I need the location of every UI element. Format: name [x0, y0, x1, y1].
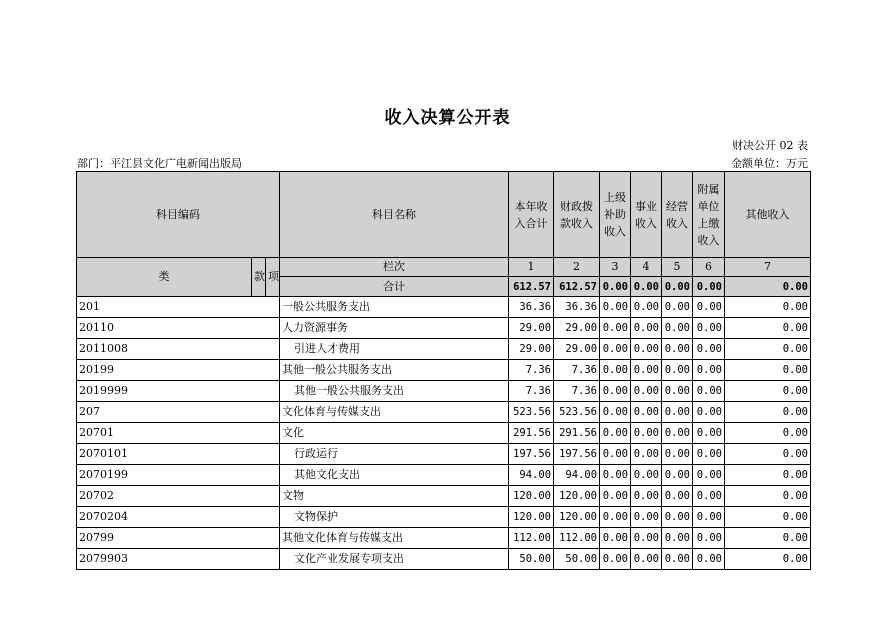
row-value: 0.00: [725, 549, 811, 570]
item-label: 项: [266, 258, 280, 297]
row-code: 2070199: [77, 465, 280, 486]
row-value: 0.00: [631, 528, 662, 549]
row-value: 0.00: [693, 423, 725, 444]
row-code: 2079903: [77, 549, 280, 570]
table-row: [77, 444, 811, 465]
table-row: [77, 297, 811, 318]
row-value: 197.56: [509, 444, 554, 465]
row-value: 36.36: [509, 297, 554, 318]
row-value: 0.00: [631, 549, 662, 570]
table-row: [77, 318, 811, 339]
row-value: 112.00: [554, 528, 600, 549]
total-value: 0.00: [631, 277, 662, 297]
row-value: 29.00: [554, 339, 600, 360]
total-value: 0.00: [662, 277, 693, 297]
header-row: [77, 172, 811, 258]
table-number: 财决公开 02 表: [732, 139, 808, 152]
table-row: [77, 402, 811, 423]
row-name: 文化体育与传媒支出: [280, 402, 509, 423]
row-value: 523.56: [509, 402, 554, 423]
amount-unit-label: 金额单位：万元: [731, 157, 808, 170]
col-name-header: 科目名称: [280, 172, 509, 258]
row-value: 0.00: [693, 528, 725, 549]
row-value: 0.00: [693, 339, 725, 360]
department-label: 部门：平江县文化广电新闻出版局: [77, 157, 242, 170]
row-value: 0.00: [631, 423, 662, 444]
row-value: 0.00: [631, 465, 662, 486]
row-value: 0.00: [725, 360, 811, 381]
row-value: 0.00: [662, 507, 693, 528]
table-row: [77, 360, 811, 381]
row-value: 0.00: [693, 402, 725, 423]
col-number-4: 4: [631, 258, 662, 277]
row-value: 197.56: [554, 444, 600, 465]
row-value: 0.00: [662, 381, 693, 402]
row-value: 7.36: [509, 381, 554, 402]
row-value: 291.56: [554, 423, 600, 444]
row-name: 一般公共服务支出: [280, 297, 509, 318]
row-value: 0.00: [725, 402, 811, 423]
col-code-header: 科目编码: [77, 172, 280, 258]
row-value: 0.00: [693, 381, 725, 402]
row-value: 29.00: [509, 318, 554, 339]
row-value: 0.00: [662, 360, 693, 381]
row-value: 0.00: [662, 528, 693, 549]
row-name: 人力资源事务: [280, 318, 509, 339]
table-row: [77, 486, 811, 507]
row-value: 0.00: [725, 444, 811, 465]
total-value: 0.00: [600, 277, 631, 297]
row-value: 0.00: [662, 297, 693, 318]
row-value: 0.00: [631, 381, 662, 402]
row-value: 0.00: [725, 297, 811, 318]
row-value: 0.00: [631, 297, 662, 318]
row-value: 36.36: [554, 297, 600, 318]
row-value: 7.36: [509, 360, 554, 381]
row-code: 20702: [77, 486, 280, 507]
row-value: 120.00: [509, 507, 554, 528]
table-row: [77, 339, 811, 360]
row-value: 120.00: [509, 486, 554, 507]
table-row: [77, 381, 811, 402]
table-row: [77, 528, 811, 549]
row-value: 0.00: [631, 486, 662, 507]
row-value: 120.00: [554, 507, 600, 528]
row-name: 行政运行: [280, 444, 509, 465]
class-label: 类: [77, 258, 252, 297]
row-value: 0.00: [600, 549, 631, 570]
row-value: 94.00: [509, 465, 554, 486]
row-value: 0.00: [600, 444, 631, 465]
row-value: 0.00: [600, 360, 631, 381]
row-name: 其他文化体育与传媒支出: [280, 528, 509, 549]
row-value: 523.56: [554, 402, 600, 423]
section-label: 款: [252, 258, 266, 297]
page-title: 收入决算公开表: [384, 108, 511, 128]
table-row: [77, 549, 811, 570]
col-affiliated-header: 附属单位上缴收入: [693, 172, 725, 258]
row-name: 其他一般公共服务支出: [280, 360, 509, 381]
row-value: 0.00: [725, 339, 811, 360]
col-superior-subsidy-header: 上级补助收入: [600, 172, 631, 258]
row-no-label: 栏次: [280, 258, 509, 277]
row-value: 0.00: [631, 360, 662, 381]
row-value: 0.00: [600, 402, 631, 423]
row-name: 引进人才费用: [280, 339, 509, 360]
row-value: 0.00: [631, 444, 662, 465]
total-label: 合计: [280, 277, 509, 297]
table-row: [77, 507, 811, 528]
row-value: 0.00: [662, 339, 693, 360]
row-code: 20701: [77, 423, 280, 444]
row-value: 0.00: [662, 402, 693, 423]
total-value: 0.00: [693, 277, 725, 297]
row-value: 0.00: [600, 423, 631, 444]
row-value: 0.00: [662, 423, 693, 444]
row-value: 0.00: [725, 528, 811, 549]
row-value: 29.00: [554, 318, 600, 339]
col-business-header: 事业收入: [631, 172, 662, 258]
row-value: 0.00: [662, 444, 693, 465]
income-table: [76, 171, 811, 570]
row-value: 0.00: [725, 381, 811, 402]
row-code: 2019999: [77, 381, 280, 402]
row-value: 0.00: [725, 423, 811, 444]
row-value: 0.00: [662, 549, 693, 570]
row-value: 0.00: [725, 486, 811, 507]
total-value: 612.57: [509, 277, 554, 297]
row-value: 29.00: [509, 339, 554, 360]
row-value: 0.00: [631, 507, 662, 528]
row-code: 20199: [77, 360, 280, 381]
table-row: [77, 423, 811, 444]
table-row: [77, 465, 811, 486]
col-number-7: 7: [725, 258, 811, 277]
total-value: 612.57: [554, 277, 600, 297]
row-value: 0.00: [693, 465, 725, 486]
row-code: 201: [77, 297, 280, 318]
row-value: 7.36: [554, 381, 600, 402]
row-code: 20799: [77, 528, 280, 549]
col-number-3: 3: [600, 258, 631, 277]
row-value: 0.00: [600, 318, 631, 339]
col-number-2: 2: [554, 258, 600, 277]
row-code: 2011008: [77, 339, 280, 360]
col-number-1: 1: [509, 258, 554, 277]
row-value: 0.00: [693, 444, 725, 465]
row-code: 2070204: [77, 507, 280, 528]
col-operating-header: 经营收入: [662, 172, 693, 258]
row-value: 0.00: [693, 360, 725, 381]
row-value: 0.00: [600, 465, 631, 486]
row-value: 0.00: [631, 318, 662, 339]
col-total-income-header: 本年收入合计: [509, 172, 554, 258]
row-value: 50.00: [509, 549, 554, 570]
row-value: 0.00: [600, 507, 631, 528]
row-value: 0.00: [693, 318, 725, 339]
row-value: 0.00: [600, 486, 631, 507]
row-value: 0.00: [693, 297, 725, 318]
row-value: 0.00: [600, 297, 631, 318]
row-value: 0.00: [693, 549, 725, 570]
row-name: 其他一般公共服务支出: [280, 381, 509, 402]
row-name: 文化: [280, 423, 509, 444]
row-value: 0.00: [725, 318, 811, 339]
row-value: 112.00: [509, 528, 554, 549]
row-value: 0.00: [693, 507, 725, 528]
row-value: 0.00: [662, 486, 693, 507]
row-value: 0.00: [725, 507, 811, 528]
col-number-6: 6: [693, 258, 725, 277]
row-value: 291.56: [509, 423, 554, 444]
row-name: 其他文化支出: [280, 465, 509, 486]
row-number-row: [77, 258, 811, 277]
row-value: 0.00: [725, 465, 811, 486]
row-value: 120.00: [554, 486, 600, 507]
row-value: 7.36: [554, 360, 600, 381]
row-name: 文化产业发展专项支出: [280, 549, 509, 570]
row-value: 0.00: [600, 339, 631, 360]
row-value: 0.00: [662, 318, 693, 339]
col-number-5: 5: [662, 258, 693, 277]
row-code: 2070101: [77, 444, 280, 465]
row-value: 0.00: [662, 465, 693, 486]
col-fiscal-header: 财政拨款收入: [554, 172, 600, 258]
row-value: 0.00: [631, 402, 662, 423]
row-name: 文物: [280, 486, 509, 507]
row-code: 20110: [77, 318, 280, 339]
row-value: 0.00: [631, 339, 662, 360]
row-value: 0.00: [693, 486, 725, 507]
row-code: 207: [77, 402, 280, 423]
row-value: 94.00: [554, 465, 600, 486]
row-value: 0.00: [600, 528, 631, 549]
row-value: 50.00: [554, 549, 600, 570]
col-other-header: 其他收入: [725, 172, 811, 258]
row-name: 文物保护: [280, 507, 509, 528]
row-value: 0.00: [600, 381, 631, 402]
total-value: 0.00: [725, 277, 811, 297]
